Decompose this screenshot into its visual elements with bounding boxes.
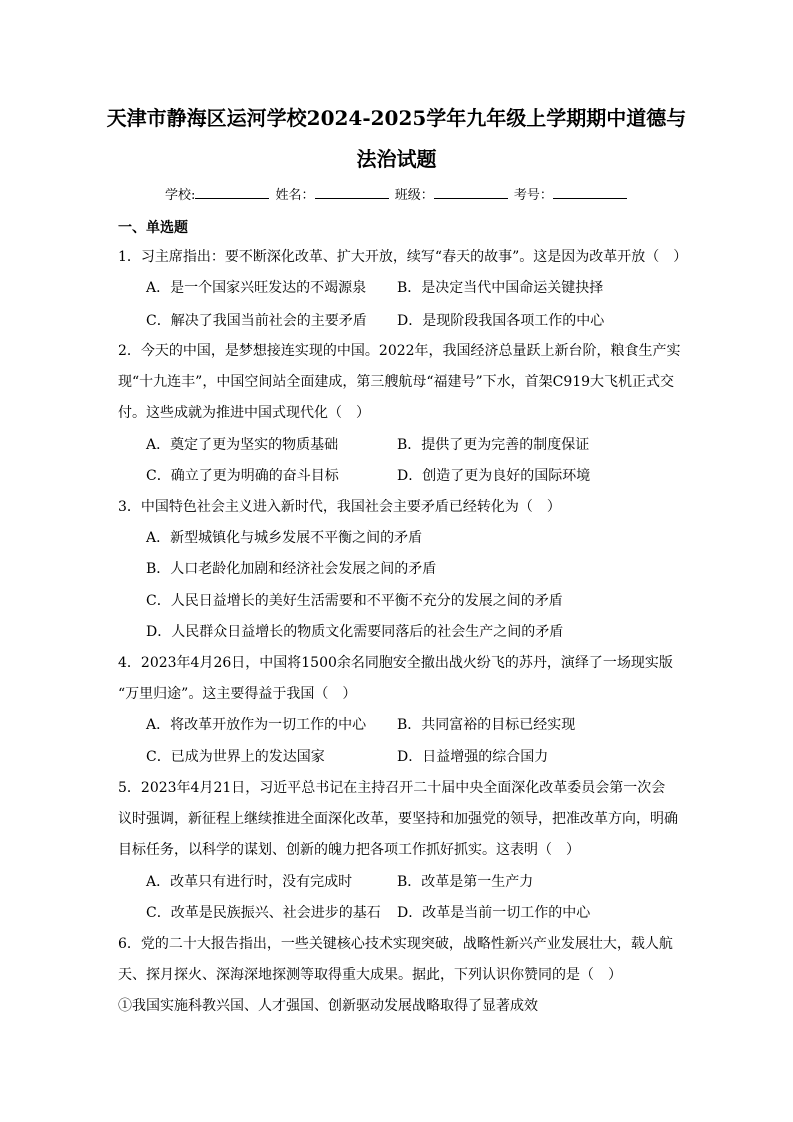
question-3-option-a: A．新型城镇化与城乡发展不平衡之间的矛盾 [146,530,423,546]
question-3-option-d: D．人民群众日益增长的物质文化需要同落后的社会生产之间的矛盾 [146,624,564,640]
question-4-option-b: B．共同富裕的目标已经实现 [397,717,576,733]
question-5-option-b: B．改革是第一生产力 [397,874,534,890]
question-6-statement-1: ①我国实施科教兴国、人才强国、创新驱动发展战略取得了显著成效 [118,998,538,1014]
exam-title-line-2: 法治试题 [356,147,437,171]
question-3-option-b: B．人口老龄化加剧和经济社会发展之间的矛盾 [146,561,437,577]
question-4-option-a: A．将改革开放作为一切工作的中心 [146,717,367,733]
question-1-option-d: D．是现阶段我国各项工作的中心 [397,313,605,329]
question-1-option-b: B．是决定当代中国命运关键抉择 [397,280,604,296]
question-2-line-3: 付。这些成就为推进中国式现代化（ ） [118,405,370,421]
question-5-line-3: 目标任务，以科学的谋划、创新的魄力把各项工作抓好抓实。这表明（ ） [118,842,580,858]
question-1-line-1: 1．习主席指出：要不断深化改革、扩大开放，续写“春天的故事”。这是因为改革开放（ ） [118,249,688,265]
question-4-line-2: “万里归途”。这主要得益于我国（ ） [118,686,357,702]
question-1-option-c: C．解决了我国当前社会的主要矛盾 [146,313,367,329]
number-label: 考号： [513,188,553,203]
class-blank[interactable] [434,186,508,199]
number-blank[interactable] [553,186,627,199]
question-5-line-2: 议时强调，新征程上继续推进全面深化改革，要坚持和加强党的领导，把准改革方向，明确 [118,811,678,827]
question-2-option-d: D．创造了更为良好的国际环境 [397,468,591,484]
question-2-option-b: B．提供了更为完善的制度保证 [397,437,590,453]
school-blank[interactable] [195,186,269,199]
student-info-row [165,186,629,205]
question-2-line-1: 2．今天的中国，是梦想接连实现的中国。2022年，我国经济总量跃上新台阶，粮食生产实 [118,343,681,359]
question-6-line-1: 6．党的二十大报告指出，一些关键核心技术实现突破，战略性新兴产业发展壮大，载人航 [118,936,673,952]
question-2-line-2: 现“十九连丰”，中国空间站全面建成，第三艘航母“福建号”下水，首架C919大飞机正式交 [118,374,675,390]
exam-title-line-1: 天津市静海区运河学校2024-2025学年九年级上学期期中道德与 [106,106,687,130]
question-2-option-a: A．奠定了更为坚实的物质基础 [146,437,339,453]
question-4-option-d: D．日益增强的综合国力 [397,749,549,765]
question-3-option-c: C．人民日益增长的美好生活需要和不平衡不充分的发展之间的矛盾 [146,593,563,609]
question-3-line-1: 3．中国特色社会主义进入新时代，我国社会主要矛盾已经转化为（ ） [118,499,561,515]
question-5-option-d: D．改革是当前一切工作的中心 [397,905,591,921]
section-title: 一、单选题 [118,220,188,236]
question-4-option-c: C．已成为世界上的发达国家 [146,749,325,765]
school-label: 学校: [165,188,196,203]
question-2-option-c: C．确立了更为明确的奋斗目标 [146,468,339,484]
class-label: 班级： [394,188,434,203]
question-6-line-2: 天、探月探火、深海深地探测等取得重大成果。据此，下列认识你赞同的是（ ） [118,967,622,983]
question-5-option-c: C．改革是民族振兴、社会进步的基石 [146,905,381,921]
question-4-line-1: 4．2023年4月26日，中国将1500余名同胞安全撤出战火纷飞的苏丹，演绎了一场现实版 [118,655,673,671]
name-blank[interactable] [315,186,389,199]
name-label: 姓名： [275,188,315,203]
question-5-option-a: A．改革只有进行时，没有完成时 [146,874,353,890]
question-5-line-1: 5．2023年4月21日，习近平总书记在主持召开二十届中央全面深化改革委员会第一次会 [118,780,666,796]
question-1-option-a: A．是一个国家兴旺发达的不竭源泉 [146,280,367,296]
